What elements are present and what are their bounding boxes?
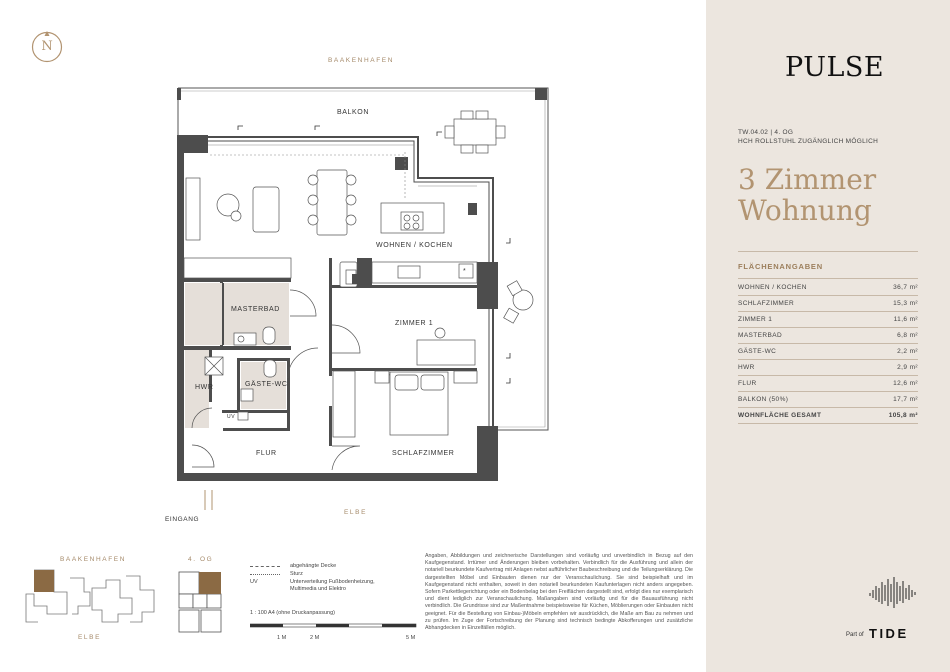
room-label-zimmer1: ZIMMER 1 — [395, 320, 434, 327]
divider — [738, 251, 918, 252]
orientation-bottom-label: ELBE — [344, 509, 368, 516]
room-label-flur: FLUR — [256, 450, 277, 457]
disclaimer-text: Angaben, Abbildungen und zeichnerische Darstellungen sind vorläufig und unverbindlich in Bezug auf den Kaufgegenstand. Irrtümer und Änderungen bleiben vorbehalten. Verbindlich für die Ausführung und allein der notariell beurkundete Kaufvertrag mit Anlagen nebst aufführlicher Baubeschreibung und die Teilungserklärung. Die dargestellten Möbel und Einbauten dienen nur der Veranschaulichung. Sie sind beispielhaft und im Kaufgegenstand nicht enthalten, soweit in den notariell beurkundeten Kaufunterlagen nicht anders angegeben. Sofern Parkettlegerichtung oder ein Bodenbelag bei den Freiflächen dargestellt sind, erfolgt dies nur exemplarisch und dient lediglich zur Veranschaulichung. Maßangaben sind vorläufig und für die Bauausführung nicht verbindlich. Die Grundrisse sind zur Maßentnahme beispielsweise für Küchen, Möblierungen oder Einbauten nicht geeignet. Für die Bestellung von Einbau-)Möbeln empfehlen wir ausdrücklich, die Maße am Bau zu nehmen und zu prüfen. Im Zuge der Fortschreibung der Planung sind technisch bedingte Abkofferungen und zusätzliche Abhangdecken in Einzelfällen möglich. — [425, 553, 693, 632]
tide-logo-text: TIDE — [869, 626, 909, 641]
area-row: MASTERBAD 6,8 m² — [738, 327, 918, 344]
area-row: ZIMMER 1 11,6 m² — [738, 311, 918, 328]
room-label-schlafzimmer: SCHLAFZIMMER — [392, 450, 455, 457]
area-row: FLUR 12,6 m² — [738, 375, 918, 392]
uv-label: UV — [227, 414, 236, 420]
keyplan-floor-map — [177, 570, 223, 634]
keyplan-site-map — [22, 566, 162, 632]
areas-heading: FLÄCHENANGABEN — [738, 262, 823, 271]
area-total-row: WOHNFLÄCHE GESAMT 105,8 m² — [738, 407, 918, 424]
brand-logo: PULSE — [785, 52, 885, 83]
apartment-title — [738, 164, 876, 226]
room-label-hwr: HWR — [195, 384, 214, 391]
keyplan-floor-highlight — [199, 572, 221, 594]
area-row: SCHLAFZIMMER 15,3 m² — [738, 295, 918, 312]
furniture — [184, 119, 496, 437]
part-of-label: Part of — [846, 632, 864, 638]
room-label-wohnen: WOHNEN / KOCHEN — [376, 242, 453, 249]
legend-scale: 1 : 100 A4 (ohne Druckanpassung) — [250, 610, 336, 616]
title-line-2: Wohnung — [738, 194, 872, 227]
area-row: BALKON (50%) 17,7 m² — [738, 391, 918, 408]
area-row: GÄSTE-WC 2,2 m² — [738, 343, 918, 360]
room-label-balkon: BALKON — [337, 109, 369, 116]
scale-tick-1m: 1 M — [277, 635, 287, 641]
area-row: HWR 2,9 m² — [738, 359, 918, 376]
area-row: WOHNEN / KOCHEN 36,7 m² — [738, 279, 918, 296]
keyplan-highlight — [34, 570, 54, 592]
legend-item-lintel: Sturz — [290, 571, 303, 577]
star-marker: * — [463, 268, 467, 275]
title-line-1: 3 Zimmer — [738, 163, 877, 196]
entrance-label: EINGANG — [165, 516, 200, 523]
keyplan-site-bottom: ELBE — [78, 634, 102, 641]
compass-letter: N — [41, 39, 53, 54]
legend-code-uv: UV — [250, 579, 258, 585]
accessibility-note: HCH ROLLSTUHL ZUGÄNGLICH MÖGLICH — [738, 138, 879, 145]
keyplan-floor-label: 4. OG — [188, 556, 214, 563]
legend-item-uv: Unterverteilung Fußbodenheizung, Multimedia und Elektro — [290, 579, 375, 592]
keyplan-site-top: BAAKENHAFEN — [60, 556, 127, 563]
unit-info — [738, 128, 878, 146]
tide-wave-icon — [868, 576, 920, 610]
orientation-top-label: BAAKENHAFEN — [328, 57, 395, 64]
balcony-corner-post — [535, 88, 547, 100]
room-label-masterbad: MASTERBAD — [231, 306, 280, 313]
unit-code: TW.04.02 | 4. OG — [738, 129, 794, 136]
scale-tick-2m: 2 M — [310, 635, 320, 641]
scale-tick-5m: 5 M — [406, 635, 416, 641]
legend-item-ceiling: abgehängte Decke — [290, 563, 337, 569]
room-label-gaeste-wc: GÄSTE-WC — [245, 381, 288, 388]
scale-bar — [250, 622, 420, 636]
